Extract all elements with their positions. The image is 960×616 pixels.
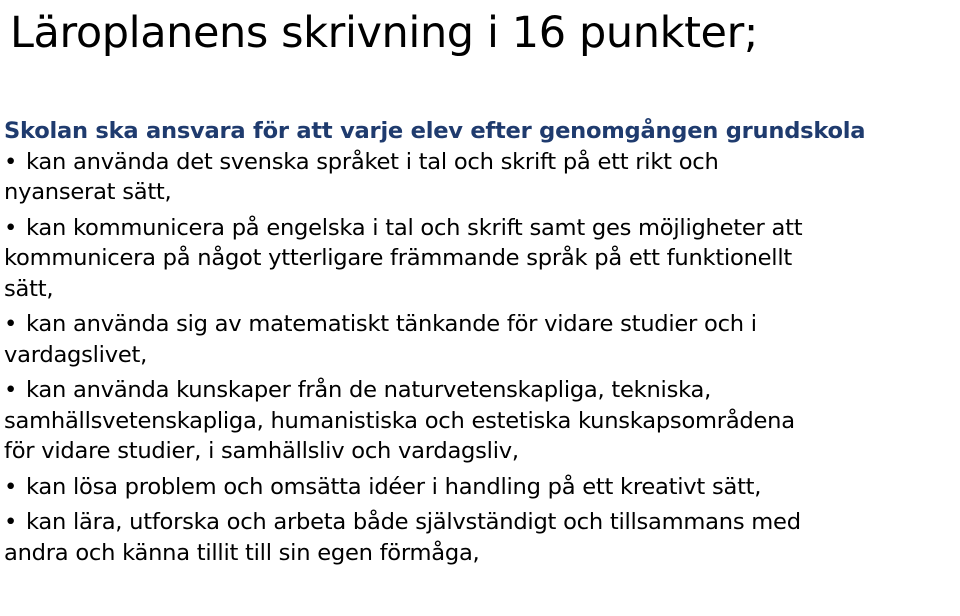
list-item bbox=[4, 507, 956, 568]
list-item-line: kan lösa problem och omsätta idéer i handling på ett kreativt sätt, bbox=[26, 473, 762, 500]
page-title: Läroplanens skrivning i 16 punkter; bbox=[10, 8, 758, 58]
bullet-dot: • bbox=[4, 214, 18, 241]
intro-heading: Skolan ska ansvara för att varje elev efter genomgången grundskola bbox=[4, 118, 866, 144]
list-item-line: kan använda det svenska språket i tal och skrift på ett rikt och bbox=[26, 148, 719, 175]
list-item-line: kommunicera på något ytterligare främmande språk på ett funktionellt bbox=[4, 245, 792, 271]
list-item-line: kan kommunicera på engelska i tal och skrift samt ges möjligheter att bbox=[26, 214, 803, 241]
list-item-line: vardagslivet, bbox=[4, 341, 148, 368]
list-item bbox=[4, 309, 956, 370]
bullet-dot: • bbox=[4, 377, 18, 403]
bullet-dot: • bbox=[4, 148, 18, 175]
list-item-line: samhällsvetenskapliga, humanistiska och estetiska kunskapsområdena bbox=[4, 407, 795, 434]
slide-content bbox=[4, 116, 956, 573]
list-item-line: sätt, bbox=[4, 275, 54, 302]
bullet-dot: • bbox=[4, 311, 18, 337]
list-item bbox=[4, 147, 956, 208]
list-item-line: kan lära, utforska och arbeta både självständigt och tillsammans med bbox=[26, 509, 801, 535]
list-item-line: kan använda sig av matematiskt tänkande för vidare studier och i bbox=[26, 311, 757, 337]
list-item bbox=[4, 472, 956, 503]
bullet-dot: • bbox=[4, 509, 18, 535]
bullet-dot: • bbox=[4, 473, 18, 500]
list-item-line: andra och känna tillit till sin egen förmåga, bbox=[4, 539, 480, 566]
list-item-line: för vidare studier, i samhällsliv och vardagsliv, bbox=[4, 438, 519, 464]
list-item bbox=[4, 375, 956, 467]
list-item bbox=[4, 213, 956, 305]
list-item-line: nyanserat sätt, bbox=[4, 179, 172, 205]
list-item-line: kan använda kunskaper från de naturvetenskapliga, tekniska, bbox=[26, 377, 712, 403]
bullet-list bbox=[4, 147, 956, 569]
